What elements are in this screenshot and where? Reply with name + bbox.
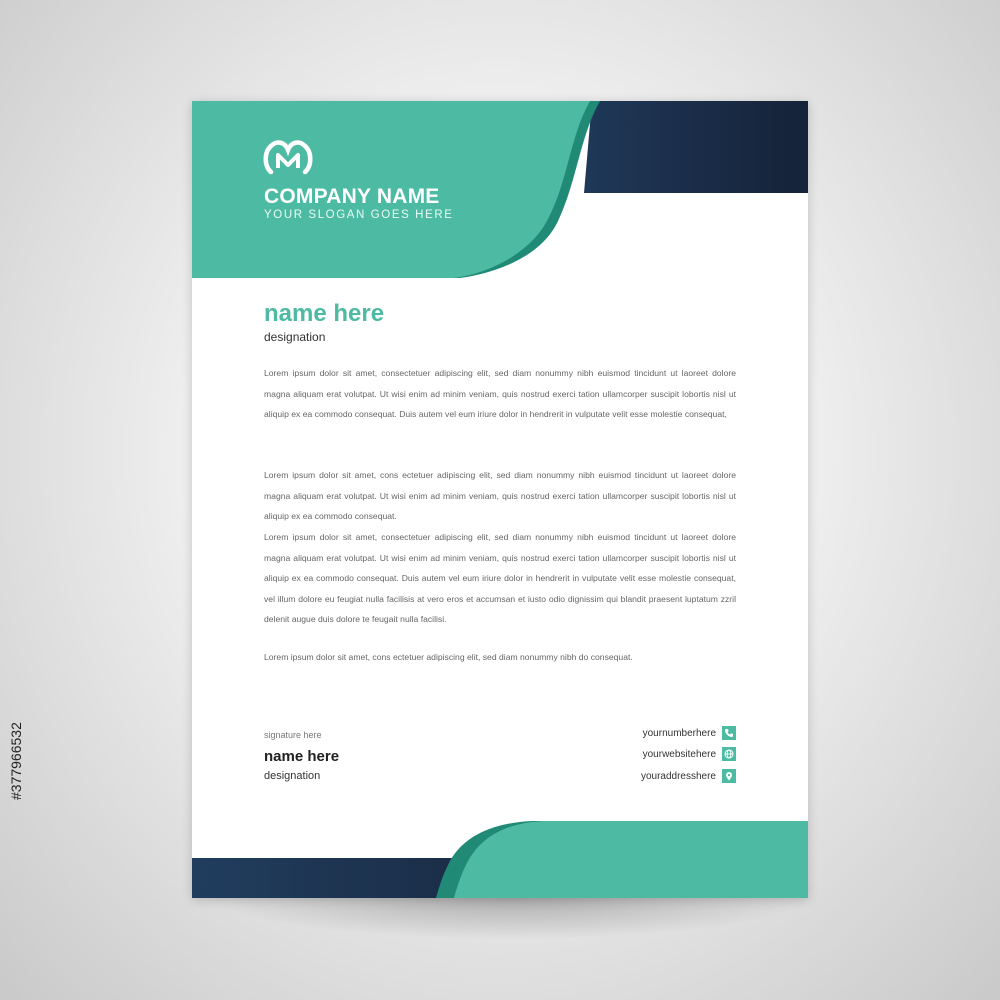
location-pin-icon (722, 769, 736, 783)
signature-name: name here (264, 748, 340, 765)
recipient-designation: designation (264, 330, 326, 344)
company-slogan: YOUR SLOGAN GOES HERE (264, 209, 454, 221)
company-name: COMPANY NAME (264, 185, 440, 208)
footer-teal-block (454, 821, 808, 898)
contact-phone (643, 726, 736, 740)
contact-website (643, 747, 736, 761)
recipient-name: name here (264, 300, 385, 327)
m-logo-icon (263, 138, 313, 176)
signature-label: signature here (264, 730, 322, 740)
contact-address (641, 769, 736, 783)
body-paragraph: Lorem ipsum dolor sit amet, consectetuer adipiscing elit, sed diam nonummy nibh euismod tincidunt ut laoreet dolore magna aliquam erat volutpat. Ut wisi enim ad minim veniam, quis nostrud exerci tation ullamcorper suscipit lobortis nisl ut aliquip ex ea commodo consequat. Duis autem vel eum iriure dolor in hendrerit in vulputate velit esse molestie consequat, (264, 368, 736, 420)
body-paragraph: Lorem ipsum dolor sit amet, cons ectetuer adipiscing elit, sed diam nonummy nibh euismod tincidunt ut laoreet dolore magna aliquam erat volutpat. Ut wisi enim ad minim veniam, quis nostrud exerci tation ullamcorper suscipit lobortis nisl ut aliquip ex ea commodo consequat. (264, 470, 736, 522)
stock-id-text: #377966532 (8, 722, 24, 800)
contact-address-text: youraddresshere (640, 770, 716, 782)
contact-website-text: yourwebsitehere (642, 748, 716, 760)
contact-phone-text: yournumberhere (642, 727, 716, 739)
phone-icon (722, 726, 736, 740)
body-paragraph: Lorem ipsum dolor sit amet, cons ectetuer adipiscing elit, sed diam nonummy nibh do consequat. (264, 652, 633, 662)
header-navy-band (584, 101, 808, 193)
signature-designation: designation (264, 770, 321, 782)
body-paragraph: Lorem ipsum dolor sit amet, consectetuer adipiscing elit, sed diam nonummy nibh euismod tincidunt ut laoreet dolore magna aliquam erat volutpat. Ut wisi enim ad minim veniam, quis nostrud exerci tation ullamcorper suscipit lobortis nisl ut aliquip ex ea commodo consequat. Duis autem vel eum iriure dolor in hendrerit in vulputate velit esse molestie consequat, vel illum dolore eu feugiat nulla facilisis at vero eros et accumsan et iusto odio dignissim qui blandit praesent luptatum zzril delenit augue duis dolore te feugait nulla facilisi. (264, 532, 736, 625)
letterhead-page (192, 101, 808, 898)
globe-icon (722, 747, 736, 761)
